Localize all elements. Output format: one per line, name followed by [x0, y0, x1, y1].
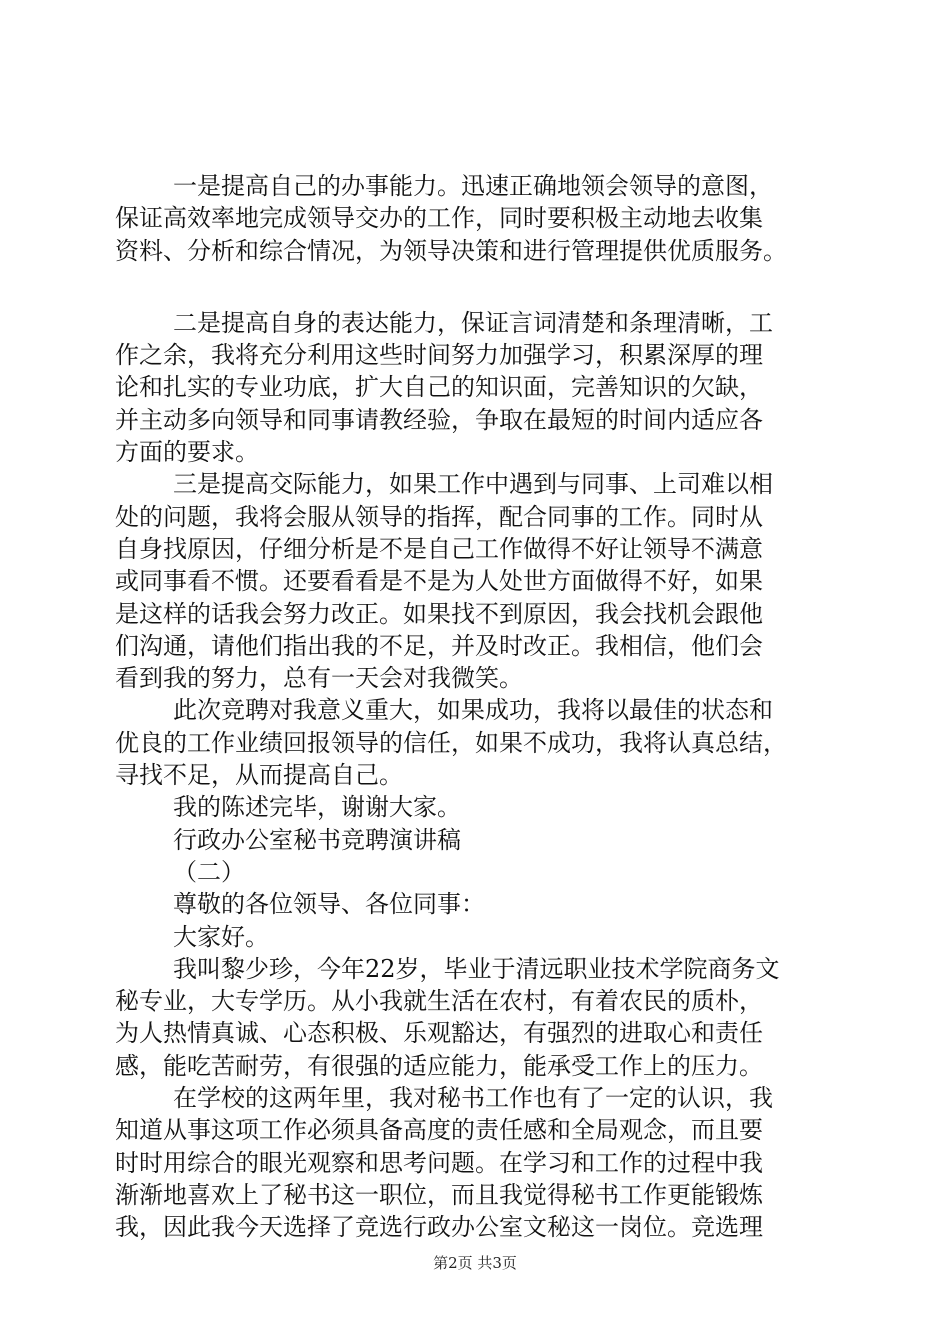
text-line: 秘专业，大专学历。从小我就生活在农村，有着农民的质朴， [115, 987, 763, 1016]
text-line: 并主动多向领导和同事请教经验，争取在最短的时间内适应各 [115, 405, 763, 434]
text-line: 二是提高自身的表达能力，保证言词清楚和条理清晰，工 [173, 308, 773, 337]
paragraph-2 [115, 307, 840, 468]
paragraph-1 [115, 170, 840, 267]
text-line: 行政办公室秘书竞聘演讲稿 [173, 825, 461, 854]
text-line: 资料、分析和综合情况，为领导决策和进行管理提供优质服务。 [115, 236, 787, 265]
paragraph-intro [115, 953, 840, 1082]
text-line: 们沟通，请他们指出我的不足，并及时改正。我相信，他们会 [115, 631, 763, 660]
text-line: 感，能吃苦耐劳，有很强的适应能力，能承受工作上的压力。 [115, 1051, 763, 1080]
text-line: 大家好。 [173, 922, 269, 951]
text-line: 作之余，我将充分利用这些时间努力加强学习，积累深厚的理 [115, 341, 763, 370]
salutation [115, 888, 840, 920]
text-line: 论和扎实的专业功底，扩大自己的知识面，完善知识的欠缺， [115, 373, 763, 402]
closing-line [115, 791, 840, 823]
text-line: 尊敬的各位领导、各位同事： [173, 890, 485, 919]
text-line: 渐渐地喜欢上了秘书这一职位，而且我觉得秘书工作更能锻炼 [115, 1180, 763, 1209]
text-line: 保证高效率地完成领导交办的工作，同时要积极主动地去收集 [115, 204, 763, 233]
text-line: 看到我的努力，总有一天会对我微笑。 [115, 664, 523, 693]
text-line: （二） [173, 857, 245, 886]
paragraph-4 [115, 694, 840, 791]
text-line: 寻找不足，从而提高自己。 [115, 761, 403, 790]
paragraph-school [115, 1082, 840, 1243]
text-line: 我，因此我今天选择了竞选行政办公室文秘这一岗位。竞选理 [115, 1213, 763, 1242]
text-line: 为人热情真诚、心态积极、乐观豁达，有强烈的进取心和责任 [115, 1019, 763, 1048]
document-body [115, 170, 840, 1244]
text-line: 自身找原因，仔细分析是不是自己工作做得不好让领导不满意 [115, 534, 763, 563]
section-number [115, 856, 840, 888]
page-footer: 第2页 共3页 [433, 1254, 517, 1272]
text-line: 在学校的这两年里，我对秘书工作也有了一定的认识，我 [173, 1084, 773, 1113]
text-line: 或同事看不惯。还要看看是不是为人处世方面做得不好，如果 [115, 567, 763, 596]
text-line: 方面的要求。 [115, 438, 259, 467]
text-line: 此次竞聘对我意义重大，如果成功，我将以最佳的状态和 [173, 696, 773, 725]
text-line: 我叫黎少珍，今年22岁，毕业于清远职业技术学院商务文 [173, 954, 780, 983]
paragraph-gap [115, 267, 840, 307]
speech-title [115, 824, 840, 856]
text-line: 是这样的话我会努力改正。如果找不到原因，我会找机会跟他 [115, 599, 763, 628]
text-line: 知道从事这项工作必须具备高度的责任感和全局观念，而且要 [115, 1116, 763, 1145]
text-line: 时时用综合的眼光观察和思考问题。在学习和工作的过程中我 [115, 1148, 763, 1177]
text-line: 一是提高自己的办事能力。迅速正确地领会领导的意图， [173, 172, 773, 200]
text-line: 三是提高交际能力，如果工作中遇到与同事、上司难以相 [173, 470, 773, 499]
text-line: 优良的工作业绩回报领导的信任，如果不成功，我将认真总结， [115, 728, 787, 757]
paragraph-3 [115, 468, 840, 694]
text-line: 我的陈述完毕，谢谢大家。 [173, 793, 461, 822]
text-line: 处的问题，我将会服从领导的指挥，配合同事的工作。同时从 [115, 502, 763, 531]
greeting [115, 921, 840, 953]
